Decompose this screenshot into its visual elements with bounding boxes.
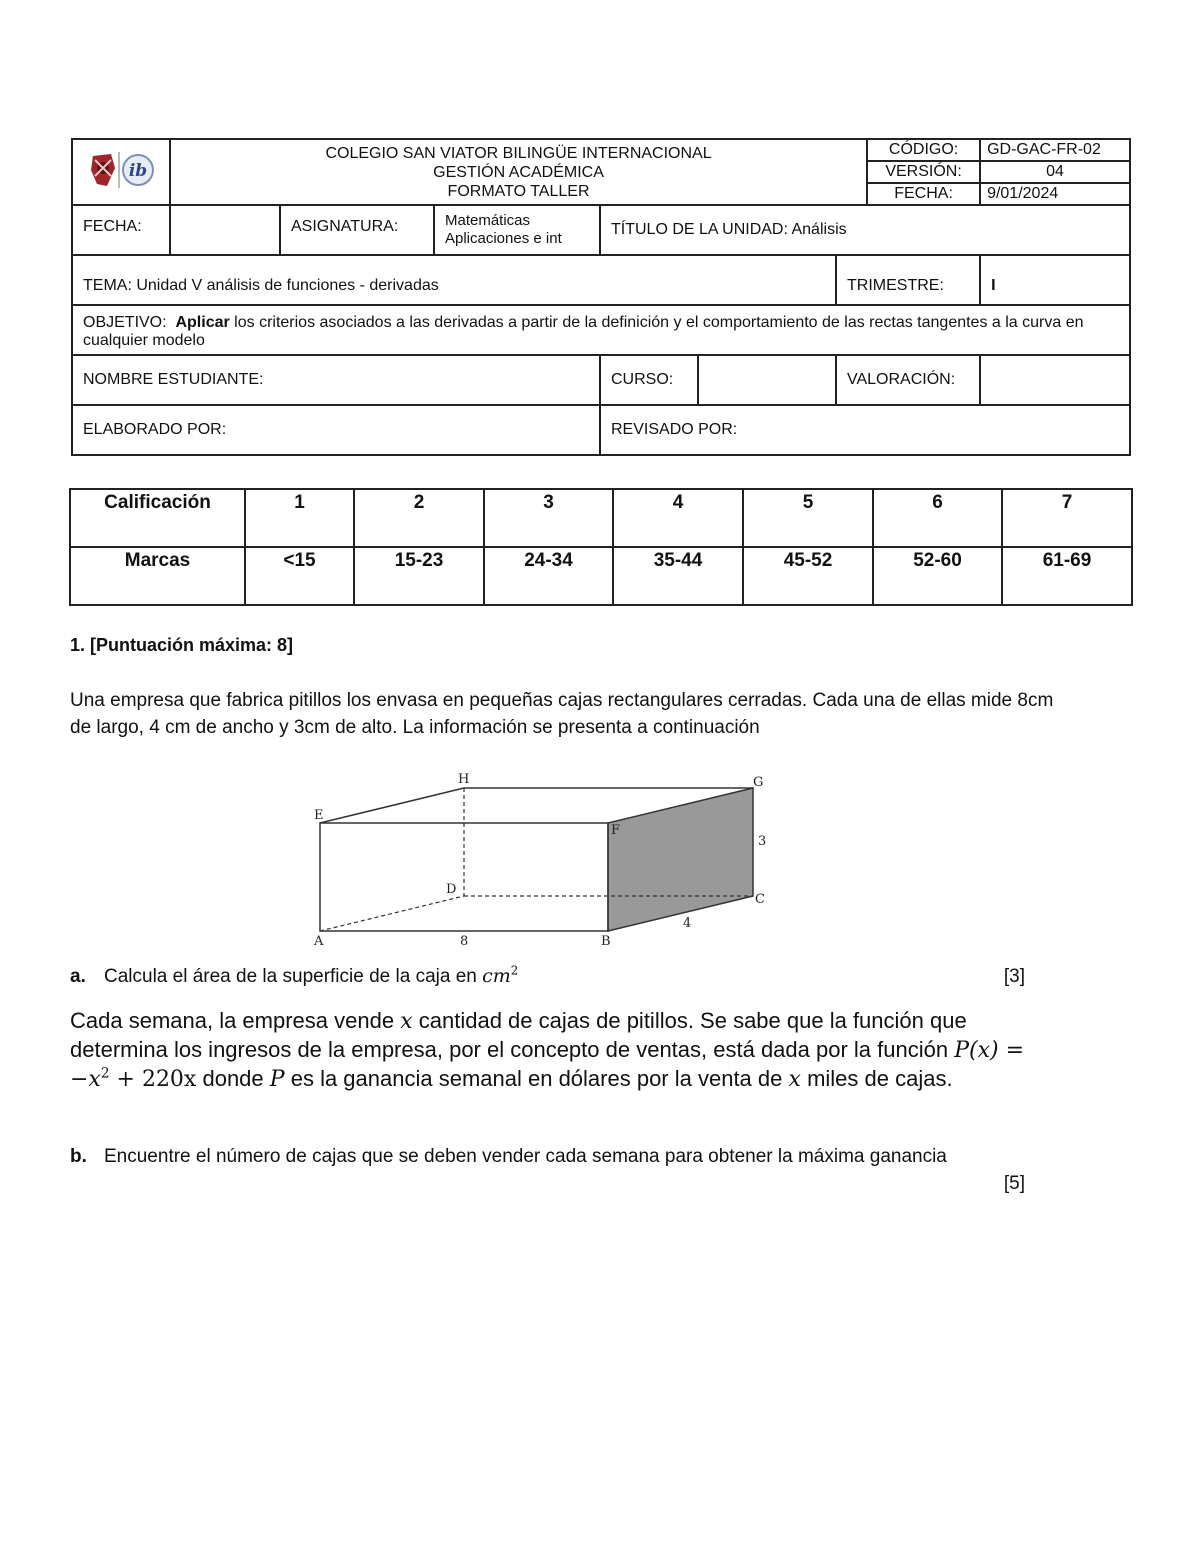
context-paragraph: [70, 1007, 1050, 1094]
titulo-label: TÍTULO DE LA UNIDAD:: [611, 221, 788, 238]
fecha-label: FECHA:: [72, 205, 170, 255]
trimestre-label: TRIMESTRE:: [836, 255, 980, 305]
dimension-width: 4: [683, 916, 692, 931]
function-lhs: P(x) = −x: [70, 1038, 1025, 1092]
titulo-cell: [600, 205, 1130, 255]
nombre-label: NOMBRE ESTUDIANTE:: [72, 355, 600, 405]
marks-cell: 15-23: [354, 547, 484, 605]
marks-cell: 61-69: [1002, 547, 1132, 605]
part-a-marks: [3]: [1003, 966, 1025, 987]
vertex-label-e: E: [314, 808, 324, 823]
curso-field[interactable]: [698, 355, 836, 405]
version-label: VERSIÓN:: [867, 161, 980, 183]
logo-cell: [72, 139, 170, 205]
part-b-marks: [5]: [1003, 1173, 1025, 1194]
grade-cell: 6: [873, 489, 1002, 547]
context-text-4: es la ganancia semanal en dólares por la venta de: [290, 1066, 783, 1091]
marks-cell: 24-34: [484, 547, 613, 605]
objetivo-text: los criterios asociados a las derivadas a partir de la definición y el comportamiento de las rectas tangentes a la curva en cualquier modelo: [83, 314, 1084, 349]
format-name: FORMATO TALLER: [447, 182, 590, 200]
header-table: [71, 138, 1131, 456]
vertex-label-h: H: [458, 772, 470, 787]
part-a-label: a.: [70, 966, 86, 987]
valoracion-field[interactable]: [980, 355, 1130, 405]
marks-row-label: Marcas: [70, 547, 245, 605]
school-title-cell: [170, 139, 867, 205]
grade-cell: 7: [1002, 489, 1132, 547]
var-p: P: [269, 1067, 285, 1092]
trimestre-value: I: [980, 255, 1130, 305]
fecha-field[interactable]: [170, 205, 280, 255]
objetivo-cell: [72, 305, 1130, 355]
tema-cell: TEMA: Unidad V análisis de funciones - derivadas: [72, 255, 836, 305]
curso-label: CURSO:: [600, 355, 698, 405]
vertex-label-g: G: [753, 775, 764, 790]
question-intro: Una empresa que fabrica pitillos los envasa en pequeñas cajas rectangulares cerradas. Cada una de ellas mide 8cm de largo, 4 cm de ancho y 3cm de alto. La información se presenta a continuación: [70, 690, 1054, 738]
function-exponent: 2: [100, 1065, 110, 1082]
asignatura-value: [434, 205, 600, 255]
grade-cell: 3: [484, 489, 613, 547]
grade-cell: 5: [743, 489, 873, 547]
marks-cell: 45-52: [743, 547, 873, 605]
var-x-2: x: [788, 1067, 801, 1092]
marks-cell: 52-60: [873, 547, 1002, 605]
vertex-label-b: B: [601, 934, 611, 949]
grades-row-label: Calificación: [70, 489, 245, 547]
context-text-3: donde: [202, 1066, 264, 1091]
vertex-label-f: F: [611, 823, 621, 838]
asignatura-label: ASIGNATURA:: [280, 205, 434, 255]
vertex-label-a: A: [314, 934, 324, 949]
part-b-text: Encuentre el número de cajas que se deben vender cada semana para obtener la máxima ganancia: [104, 1146, 947, 1167]
box-figure: [300, 765, 780, 955]
grade-cell: 4: [613, 489, 743, 547]
var-x: x: [400, 1009, 413, 1034]
marks-cell: 35-44: [613, 547, 743, 605]
asignatura-line-2: Aplicaciones e int: [445, 230, 562, 247]
part-a-text: Calcula el área de la superficie de la caja en: [104, 966, 477, 987]
context-text-5: miles de cajas.: [807, 1066, 953, 1091]
school-name: COLEGIO SAN VIATOR BILINGÜE INTERNACIONAL: [325, 144, 712, 162]
header-fecha-value: 9/01/2024: [980, 183, 1130, 205]
part-a-unit-exp: 2: [510, 963, 519, 978]
objetivo-bold: Aplicar: [175, 314, 230, 331]
context-text-1: Cada semana, la empresa vende: [70, 1008, 395, 1033]
valoracion-label: VALORACIÓN:: [836, 355, 980, 405]
codigo-label: CÓDIGO:: [867, 139, 980, 161]
department-name: GESTIÓN ACADÉMICA: [433, 163, 604, 181]
vertex-label-c: C: [755, 892, 765, 907]
objetivo-label: OBJETIVO:: [83, 314, 167, 331]
grade-cell: 2: [354, 489, 484, 547]
grades-table: [69, 488, 1133, 606]
dimension-height: 3: [758, 834, 767, 849]
part-a-unit: cm: [482, 965, 511, 987]
part-b: [70, 1143, 1025, 1194]
version-value: 04: [980, 161, 1130, 183]
svg-text:ib: ib: [128, 160, 148, 181]
revisado-label: REVISADO POR:: [600, 405, 1130, 455]
elaborado-label: ELABORADO POR:: [72, 405, 600, 455]
vertex-label-d: D: [446, 882, 457, 897]
header-fecha-label: FECHA:: [867, 183, 980, 205]
context-text-2: cantidad de cajas de pitillos. Se sabe que la función que determina los ingresos de la empresa, por el concepto de ventas, está dada por la función: [70, 1008, 967, 1062]
function-rhs: + 220x: [116, 1067, 197, 1092]
part-a: [70, 963, 1025, 990]
grade-cell: 1: [245, 489, 354, 547]
part-b-label: b.: [70, 1146, 87, 1167]
asignatura-line-1: Matemáticas: [445, 212, 531, 229]
dimension-length: 8: [460, 934, 469, 949]
shaded-face: [608, 788, 753, 931]
school-logo-icon: [85, 146, 157, 194]
question-title: 1. [Puntuación máxima: 8]: [70, 635, 294, 655]
codigo-value: GD-GAC-FR-02: [980, 139, 1130, 161]
marks-cell: <15: [245, 547, 354, 605]
titulo-value: Análisis: [791, 221, 847, 238]
